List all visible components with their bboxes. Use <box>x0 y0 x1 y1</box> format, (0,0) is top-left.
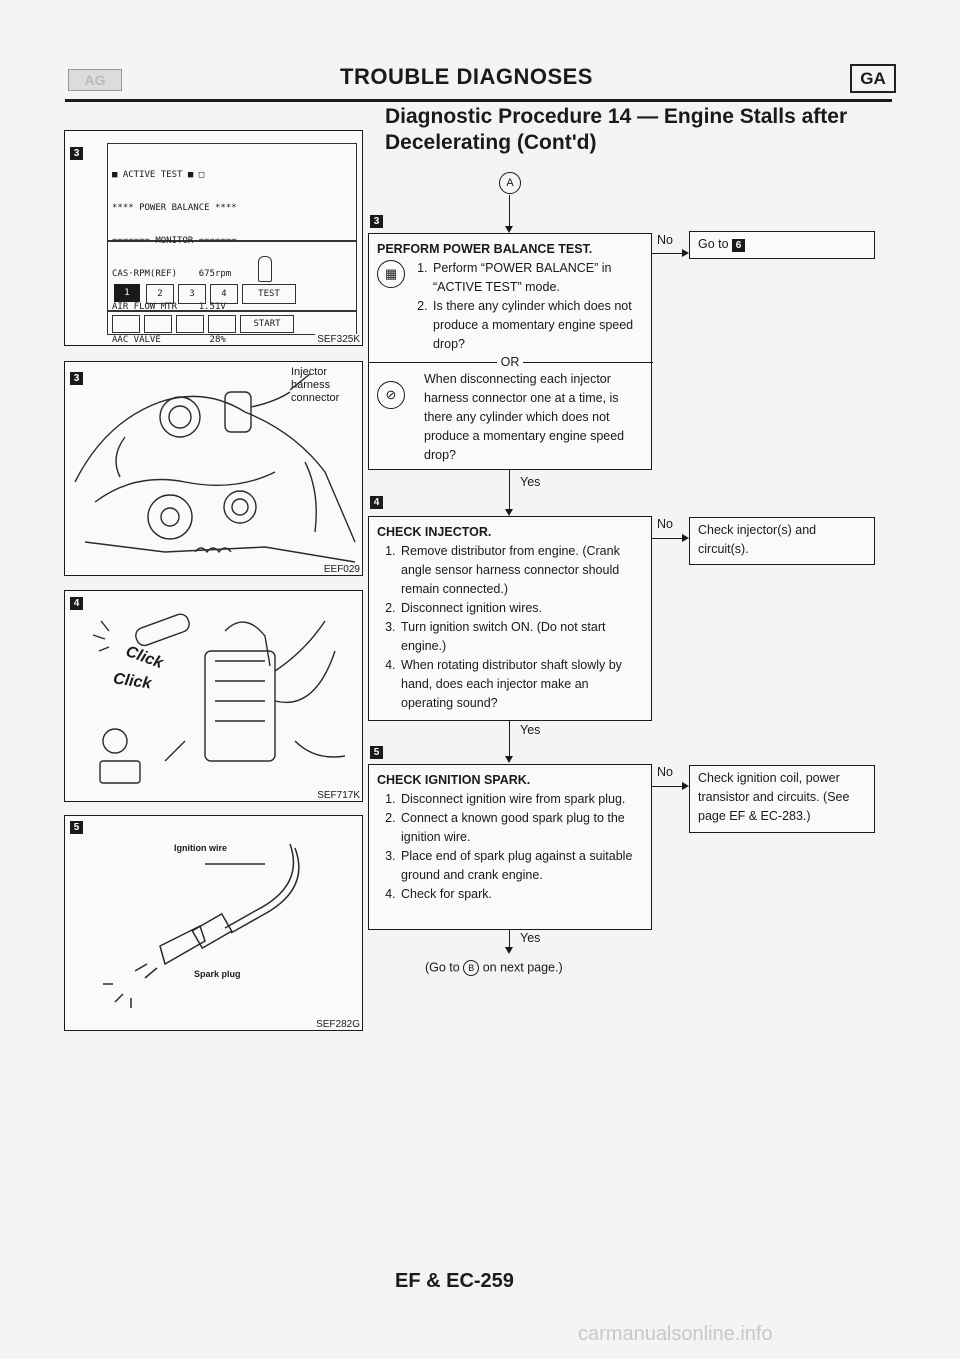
key-1: 1 <box>114 284 140 302</box>
step-item: 2. Connect a known good spark plug to the ignition wire. <box>399 809 643 847</box>
callout-line: connector <box>291 392 340 404</box>
key-test: TEST <box>242 284 296 304</box>
key-blank <box>112 315 140 333</box>
figure-injector-connector <box>64 361 363 576</box>
callout-line: Injector <box>291 366 328 378</box>
step-title: CHECK INJECTOR. <box>377 525 492 539</box>
key-blank <box>176 315 204 333</box>
figure-step-number: 5 <box>70 821 83 834</box>
key-blank <box>208 315 236 333</box>
finger-icon <box>258 256 272 282</box>
step-number: 5 <box>370 746 383 759</box>
screen-line: ======= MONITOR ======= <box>112 236 237 246</box>
figure-code: EEF029 <box>323 564 360 575</box>
figure-step-number: 3 <box>70 147 83 160</box>
step-item: 1. Disconnect ignition wire from spark plug. <box>399 790 643 809</box>
action-text: Check injector(s) and circuit(s). <box>698 523 817 556</box>
consult-icon: ▦ <box>377 260 405 288</box>
screen-line: AIR FLOW MTR 1.51V <box>112 302 226 312</box>
flow-line <box>652 253 682 254</box>
label-spark-plug: Spark plug <box>194 969 241 979</box>
goto-next-page <box>425 960 563 976</box>
click-label: Click <box>123 643 166 673</box>
step-title: CHECK IGNITION SPARK. <box>377 773 531 787</box>
procedure-title-line2: Decelerating (Cont'd) <box>385 131 597 154</box>
flow-arrow <box>505 509 513 516</box>
step-item: 2. Is there any cylinder which does not produce a momentary engine speed drop? <box>431 297 643 354</box>
key-3: 3 <box>178 284 206 304</box>
branch-no-label: No <box>657 765 673 779</box>
action-text: Check ignition coil, power transistor and circuits. (See page EF & EC-283.) <box>698 771 850 823</box>
consult-display <box>105 143 358 346</box>
procedure-title-line1: Diagnostic Procedure 14 — Engine Stalls after <box>385 105 848 128</box>
branch-yes-label: Yes <box>520 723 541 737</box>
page-number: EF & EC-259 <box>395 1270 514 1292</box>
connector-b-icon: B <box>463 960 479 976</box>
flow-arrow <box>505 756 513 763</box>
screen-line: CAS·RPM(REF) 675rpm <box>112 269 232 279</box>
action-box-check-injector-circuit <box>689 517 875 565</box>
goto-prefix: (Go to <box>425 960 460 975</box>
step-box-check-injector <box>368 516 652 721</box>
step-number: 4 <box>370 496 383 509</box>
branch-no-label: No <box>657 517 673 531</box>
screen-line: **** POWER BALANCE **** <box>112 203 237 213</box>
screen-line: AAC VALVE 28% <box>112 335 226 345</box>
step-number: 3 <box>370 215 383 228</box>
figure-code: SEF325K <box>317 334 360 345</box>
distributor-illustration <box>65 591 362 801</box>
flow-line <box>652 786 682 787</box>
flow-line <box>509 195 510 227</box>
flow-arrow <box>682 249 689 257</box>
consult-keypad <box>107 241 357 311</box>
key-start: START <box>240 315 294 333</box>
figure-consult-screen <box>64 130 363 346</box>
goto-suffix: on next page.) <box>482 960 563 975</box>
key-blank <box>144 315 172 333</box>
no-tools-icon: ⊘ <box>377 381 405 409</box>
action-box-check-ignition-coil <box>689 765 875 833</box>
step-item: 4. When rotating distributor shaft slowly by hand, does each injector make an operating sound? <box>399 656 643 713</box>
figure-code: SEF282G <box>316 1019 360 1030</box>
page-title: TROUBLE DIAGNOSES <box>340 64 593 89</box>
callout-label <box>291 366 339 405</box>
figure-step-number: 3 <box>70 372 83 385</box>
flow-line <box>652 538 682 539</box>
step-item: 3. Place end of spark plug against a suitable ground and crank engine. <box>399 847 643 885</box>
flow-line <box>509 470 510 510</box>
branch-yes-label: Yes <box>520 931 541 945</box>
procedure-title <box>385 104 847 156</box>
flow-arrow <box>682 782 689 790</box>
figure-code: SEF717K <box>317 790 360 801</box>
action-box-goto-6 <box>689 231 875 259</box>
flow-arrow <box>682 534 689 542</box>
branch-yes-label: Yes <box>520 475 541 489</box>
consult-key-row <box>107 311 357 335</box>
branch-no-label: No <box>657 233 673 247</box>
step-item: 3. Turn ignition switch ON. (Do not start engine.) <box>399 618 643 656</box>
step-box-check-spark <box>368 764 652 930</box>
flow-line <box>509 930 510 948</box>
figure-distributor <box>64 590 363 802</box>
watermark: carmanualsonline.info <box>578 1323 773 1345</box>
step-item: 2. Disconnect ignition wires. <box>399 599 643 618</box>
header-rule <box>65 99 892 102</box>
figure-step-number: 4 <box>70 597 83 610</box>
step-item: 1. Remove distributor from engine. (Crank angle sensor harness connector should remain connected.) <box>399 542 643 599</box>
step-item: 1. Perform “POWER BALANCE” in “ACTIVE TEST” mode. <box>431 259 643 297</box>
flow-line <box>509 721 510 757</box>
screen-line: ■ ACTIVE TEST ■ □ <box>112 170 205 180</box>
step-item: 4. Check for spark. <box>399 885 643 904</box>
key-2: 2 <box>146 284 174 304</box>
alt-method-text: When disconnecting each injector harness connector one at a time, is there any cylinder which does not produce a momentary engine speed drop? <box>424 372 625 462</box>
goto-label: Go to <box>698 237 729 251</box>
section-tab-right: GA <box>850 64 896 93</box>
click-label: Click <box>112 670 153 693</box>
step-box-power-balance <box>368 233 652 470</box>
or-label: OR <box>497 355 524 369</box>
section-tab-left: AG <box>68 69 122 91</box>
label-ignition-wire: Ignition wire <box>174 843 227 853</box>
flow-arrow <box>505 226 513 233</box>
step-title: PERFORM POWER BALANCE TEST. <box>377 242 593 256</box>
goto-step-number: 6 <box>732 239 745 252</box>
callout-line: harness <box>291 379 331 391</box>
step-list <box>377 542 643 713</box>
flow-arrow <box>505 947 513 954</box>
key-4: 4 <box>210 284 238 304</box>
connector-a-icon: A <box>499 172 521 194</box>
step-list <box>413 259 643 354</box>
or-separator <box>377 354 643 370</box>
figure-spark-plug <box>64 815 363 1031</box>
step-list <box>377 790 643 904</box>
